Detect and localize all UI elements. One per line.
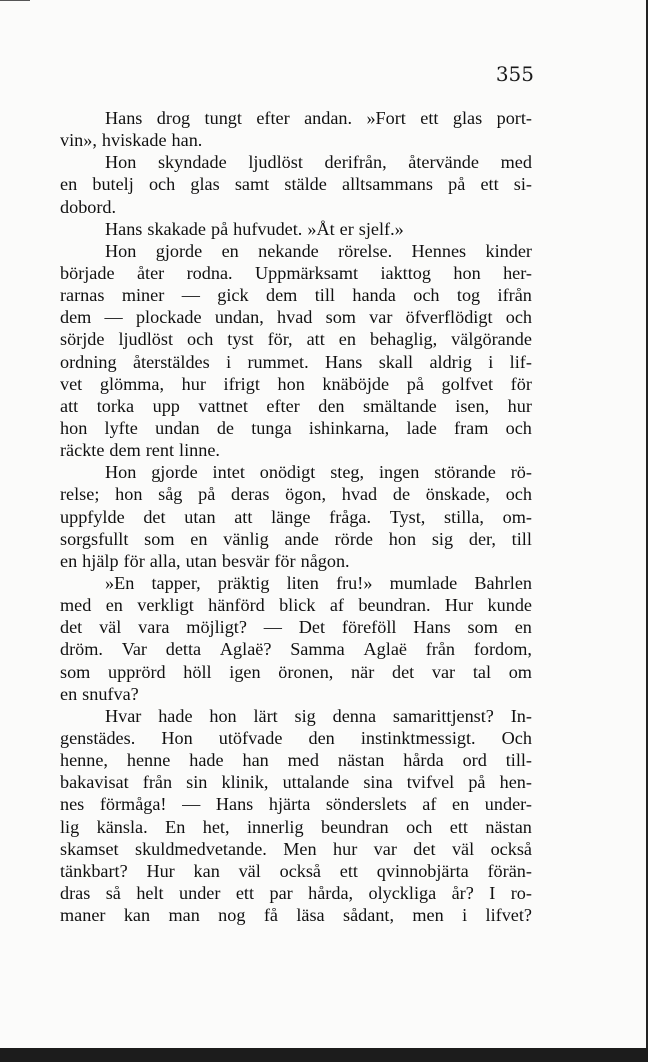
text-line: henne, henne hade han med nästan hårda ord till- — [60, 750, 532, 771]
text-line: en butelj och glas samt stälde alltsammans på ett si- — [60, 174, 532, 195]
text-line: det väl vara möjligt? — Det föreföll Hans som en — [60, 617, 532, 638]
text-line: tänkbart? Hur kan väl också ett qvinnobjärta förän- — [60, 860, 532, 881]
text-line: dem — plockade undan, hvad som var öfverflödigt och — [60, 307, 532, 328]
text-line: vin», hviskade han. — [60, 130, 203, 151]
text-line: nes förmåga! — Hans hjärta sönderslets af en under- — [60, 794, 532, 815]
scan-edge-bottom — [0, 1048, 648, 1062]
text-line: Hon gjorde intet onödigt steg, ingen störande rö- — [105, 462, 532, 483]
text-line: dröm. Var detta Aglaë? Samma Aglaë från fordom, — [60, 639, 532, 660]
text-line: som upprörd höll igen öronen, när det var tal om — [60, 661, 532, 682]
page-number: 355 — [495, 62, 534, 86]
text-line: ordning återstäldes i rummet. Hans skall aldrig i lif- — [60, 351, 532, 372]
text-line: dobord. — [60, 196, 117, 217]
text-line: skamset skuldmedvetande. Men hur var det väl också — [60, 838, 532, 859]
text-line: började åter rodna. Uppmärksamt iakttog hon her- — [60, 262, 532, 283]
text-line: Hans drog tungt efter andan. »Fort ett glas port- — [105, 108, 532, 128]
text-line: Hvar hade hon lärt sig denna samarittjenst? In- — [105, 705, 532, 726]
text-line: dras så helt under ett par hårda, olyckliga år? I ro- — [60, 882, 532, 903]
text-line: Hon gjorde en nekande rörelse. Hennes kinder — [105, 240, 532, 261]
text-line: genstädes. Hon utöfvade den instinktmessigt. Och — [60, 727, 532, 748]
text-line: med en verkligt hänförd blick af beundran. Hur kunde — [60, 595, 532, 616]
text-line: en snufva? — [60, 683, 139, 704]
text-line: Hans skakade på hufvudet. »Åt er sjelf.» — [105, 218, 404, 239]
text-line: maner kan man nog få läsa sådant, men i lifvet? — [60, 905, 532, 926]
text-line: bakavisat från sin klinik, uttalande sina tvifvel på hen- — [60, 772, 532, 793]
text-line: rarnas miner — gick dem till handa och tog ifrån — [60, 285, 532, 306]
text-line: sorgsfullt som en vänlig ande rörde hon sig der, till — [60, 528, 532, 549]
text-line: »En tapper, präktig liten fru!» mumlade Bahrlen — [105, 572, 532, 593]
text-line: sörjde ljudlöst och tyst för, att en behaglig, välgörande — [60, 329, 532, 350]
text-line: räckte dem rent linne. — [60, 440, 220, 461]
text-line: lig känsla. En het, innerlig beundran och ett nästan — [60, 816, 532, 837]
text-line: vet glömma, hur ifrigt hon knäböjde på golfvet för — [60, 373, 532, 394]
body-text — [60, 107, 532, 926]
text-line: relse; hon såg på deras ögon, hvad de önskade, och — [60, 484, 532, 505]
text-line: uppfylde det utan att länge fråga. Tyst, stilla, om- — [60, 506, 532, 527]
text-line: hon lyfte undan de tunga ishinkarna, lade fram och — [60, 417, 532, 438]
text-line: en hjälp för alla, utan besvär för någon. — [60, 550, 350, 571]
text-line: Hon skyndade ljudlöst derifrån, återvände med — [105, 152, 532, 173]
text-line: att torka upp vattnet efter den smältande isen, hur — [60, 395, 532, 416]
scan-edge-top — [0, 0, 30, 1]
